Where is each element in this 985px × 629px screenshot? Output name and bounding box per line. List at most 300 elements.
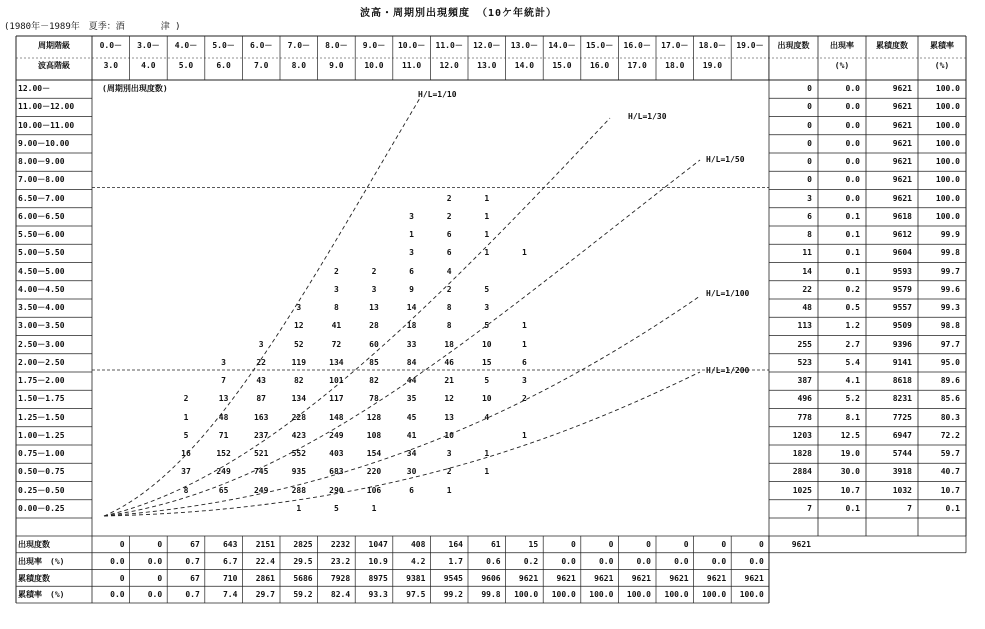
bottom-stat-cell: 0.0 [636, 556, 651, 566]
frequency-cell: 6 [446, 248, 452, 258]
right-stat-cell: 7725 [892, 412, 912, 422]
frequency-cell: 87 [256, 394, 266, 404]
bottom-stat-cell: 0 [119, 573, 125, 583]
right-stat-cell: 9621 [892, 138, 912, 148]
right-stat-cell: 100.0 [935, 120, 960, 130]
bottom-stat-cell: 100.0 [514, 590, 539, 600]
frequency-cell: 4 [446, 266, 452, 276]
frequency-cell: 48 [218, 412, 229, 422]
right-stat-cell: 9604 [892, 248, 912, 258]
height-class-label: 9.00－10.00 [18, 138, 70, 148]
frequency-cell: 78 [369, 394, 379, 404]
frequency-cell: 72 [331, 339, 342, 349]
frequency-cell: 82 [369, 376, 379, 385]
bottom-stat-cell: 61 [490, 540, 501, 549]
period-class-end: 4.0 [141, 61, 156, 70]
frequency-cell: 249 [216, 467, 231, 477]
frequency-cell: 3 [409, 248, 414, 258]
bottom-stat-cell: 2825 [293, 540, 313, 549]
curve-label: H/L=1/30 [628, 112, 667, 121]
frequency-cell: 1 [521, 430, 527, 440]
frequency-cell: 13 [444, 412, 454, 422]
right-stat-cell: 4.1 [845, 376, 860, 385]
right-stat-cell: 12.5 [840, 430, 860, 440]
right-stat-cell: 0.1 [945, 503, 960, 513]
frequency-cell: 552 [291, 449, 307, 458]
frequency-cell: 134 [291, 394, 307, 404]
bottom-stat-cell: 9621 [631, 573, 651, 583]
bottom-stat-cell: 0 [570, 540, 576, 549]
height-class-label: 0.75－1.00 [18, 449, 65, 458]
frequency-cell: 12 [444, 394, 454, 404]
height-class-label: 8.00－9.00 [18, 157, 65, 166]
bottom-row-label: 累積率 (%) [18, 590, 65, 600]
right-stat-cell: 95.0 [940, 357, 960, 367]
right-stat-cell: 9557 [892, 303, 912, 312]
bottom-stat-cell: 5686 [293, 573, 313, 583]
frequency-cell: 82 [293, 376, 304, 385]
bottom-stat-cell: 10.9 [368, 556, 388, 566]
bottom-stat-cell: 6.7 [222, 556, 238, 566]
frequency-cell: 6 [409, 266, 414, 276]
curve-label: H/L=1/100 [706, 289, 750, 298]
bottom-stat-cell: 15 [528, 540, 539, 549]
corner-period-label: 周期階級 [38, 41, 70, 50]
bottom-stat-cell: 0.0 [749, 556, 764, 566]
right-header-unit: (%) [934, 61, 950, 70]
bottom-stat-cell: 1.7 [448, 556, 463, 566]
right-stat-cell: 0 [807, 157, 812, 166]
right-stat-cell: 0.2 [845, 284, 860, 294]
bottom-stat-cell: 0.0 [711, 556, 727, 566]
frequency-cell: 228 [291, 412, 307, 422]
bottom-stat-cell: 93.3 [368, 590, 388, 600]
frequency-cell: 13 [218, 394, 229, 404]
frequency-cell: 1 [409, 230, 414, 239]
bottom-stat-cell: 4.2 [410, 556, 426, 566]
right-stat-cell: 5744 [892, 449, 912, 458]
right-stat-cell: 0 [807, 138, 812, 148]
period-class-start: 5.0－ [212, 41, 235, 50]
period-class-start: 7.0－ [287, 41, 311, 50]
frequency-cell: 101 [329, 376, 344, 385]
right-stat-cell: 1025 [792, 485, 812, 495]
bottom-stat-cell: 97.5 [406, 590, 426, 600]
bottom-stat-cell: 0.0 [598, 556, 614, 566]
bottom-stat-cell: 100.0 [664, 590, 689, 600]
period-class-start: 10.0－ [397, 41, 426, 50]
right-stat-cell: 0 [807, 102, 812, 112]
frequency-cell: 15 [481, 357, 492, 367]
frequency-cell: 21 [444, 376, 454, 385]
bottom-stat-cell: 100.0 [589, 590, 614, 600]
right-header-top: 累積度数 [876, 41, 908, 50]
period-class-end: 5.0 [178, 61, 194, 70]
bottom-stat-cell: 0.6 [486, 556, 501, 566]
frequency-cell: 6 [446, 230, 452, 239]
right-stat-cell: 255 [797, 339, 812, 349]
period-class-start: 4.0－ [174, 41, 198, 50]
bottom-stat-cell: 100.0 [702, 590, 727, 600]
frequency-cell: 9 [409, 284, 414, 294]
height-class-label: 2.50－3.00 [18, 339, 65, 349]
bottom-stat-cell: 2151 [255, 540, 275, 549]
period-class-start: 6.0－ [249, 41, 273, 50]
right-stat-cell: 778 [797, 412, 812, 422]
frequency-cell: 8 [446, 321, 452, 331]
right-stat-cell: 0.0 [845, 175, 860, 185]
right-stat-cell: 1.2 [845, 321, 860, 331]
frequency-cell: 2 [446, 467, 452, 477]
period-class-start: 14.0－ [548, 41, 576, 50]
right-stat-cell: 14 [802, 266, 812, 276]
corner-height-label: 波高階級 [38, 61, 70, 70]
frequency-cell: 10 [481, 339, 492, 349]
right-stat-cell: 9612 [892, 230, 912, 239]
bottom-stat-cell: 0.0 [147, 590, 163, 600]
bottom-stat-cell: 7.4 [222, 590, 238, 600]
right-header-top: 出現率 [830, 41, 854, 50]
bottom-stat-cell: 9381 [406, 573, 426, 583]
height-class-label: 1.75－2.00 [18, 376, 65, 385]
right-stat-cell: 5.4 [845, 357, 860, 367]
bottom-stat-cell: 164 [448, 540, 463, 549]
frequency-cell: 45 [406, 412, 417, 422]
frequency-cell: 1 [521, 321, 527, 331]
frequency-cell: 84 [406, 357, 417, 367]
right-stat-cell: 1203 [792, 430, 812, 440]
right-stat-cell: 0 [807, 84, 812, 93]
frequency-cell: 65 [218, 485, 229, 495]
right-stat-cell: 9621 [892, 193, 912, 203]
right-stat-cell: 99.7 [940, 266, 960, 276]
frequency-cell: 1 [521, 339, 527, 349]
frequency-cell: 1 [521, 248, 527, 258]
period-class-start: 12.0－ [473, 41, 501, 50]
right-stat-cell: 80.3 [940, 412, 960, 422]
right-stat-cell: 0.0 [845, 193, 860, 203]
right-stat-cell: 7 [907, 503, 912, 513]
bottom-stat-cell: 9621 [744, 573, 764, 583]
right-stat-cell: 9621 [892, 120, 912, 130]
height-class-label: 3.50－4.00 [18, 303, 65, 312]
height-class-label: 6.00－6.50 [18, 211, 65, 221]
bottom-stat-cell: 9621 [556, 573, 576, 583]
period-class-start: 19.0－ [736, 41, 764, 50]
right-stat-cell: 99.9 [940, 230, 960, 239]
right-stat-cell: 22 [802, 284, 812, 294]
frequency-cell: 423 [291, 430, 307, 440]
right-stat-cell: 48 [802, 303, 812, 312]
frequency-cell: 163 [253, 412, 269, 422]
curve-label: H/L=1/200 [706, 366, 750, 375]
period-class-end: 3.0 [103, 61, 119, 70]
height-class-label: 10.00－11.00 [18, 120, 75, 130]
bottom-stat-cell: 0 [608, 540, 614, 549]
right-stat-cell: 1032 [892, 485, 912, 495]
right-stat-cell: 9621 [892, 102, 912, 112]
right-stat-cell: 0.1 [845, 230, 860, 239]
right-stat-cell: 0 [807, 120, 812, 130]
frequency-cell: 106 [366, 485, 382, 495]
frequency-cell: 34 [406, 449, 417, 458]
height-class-label: 7.00－8.00 [18, 175, 65, 185]
frequency-cell: 52 [293, 339, 304, 349]
frequency-cell: 60 [369, 339, 379, 349]
right-header-top: 出現度数 [777, 41, 810, 50]
frequency-cell: 8 [446, 303, 452, 312]
frequency-cell: 10 [481, 394, 492, 404]
period-class-start: 13.0－ [510, 41, 539, 50]
bottom-stat-cell: 59.2 [293, 590, 313, 600]
frequency-cell: 71 [218, 430, 229, 440]
height-class-label: 3.00－3.50 [18, 321, 65, 331]
frequency-cell: 220 [366, 467, 382, 477]
height-class-label: 5.50－6.00 [18, 230, 65, 239]
bottom-stat-cell: 67 [190, 540, 200, 549]
period-class-end: 16.0 [589, 61, 610, 70]
period-class-end: 7.0 [253, 61, 269, 70]
period-class-end: 12.0 [439, 61, 459, 70]
frequency-cell: 1 [484, 193, 490, 203]
right-stat-cell: 100.0 [935, 175, 960, 185]
bottom-stat-cell: 0.0 [110, 556, 125, 566]
frequency-cell: 249 [329, 430, 344, 440]
right-stat-cell: 100.0 [935, 211, 960, 221]
frequency-cell: 117 [329, 394, 344, 404]
right-stat-cell: 10.7 [840, 485, 860, 495]
bottom-stat-cell: 9621 [518, 573, 539, 583]
height-class-label: 1.25－1.50 [18, 412, 65, 422]
frequency-cell: 3 [258, 339, 264, 349]
height-class-label: 1.00－1.25 [18, 430, 65, 440]
period-class-start: 11.0－ [435, 41, 463, 50]
bottom-stat-cell: 1047 [368, 540, 388, 549]
frequency-cell: 3 [296, 303, 302, 312]
bottom-stat-cell: 0.0 [674, 556, 689, 566]
bottom-stat-cell: 0 [721, 540, 727, 549]
right-stat-cell: 6947 [892, 430, 912, 440]
frequency-cell: 152 [216, 449, 231, 458]
frequency-cell: 13 [369, 303, 379, 312]
bottom-stat-cell: 0.0 [110, 590, 125, 600]
right-stat-cell: 97.7 [940, 339, 960, 349]
frequency-cell: 1 [484, 449, 490, 458]
height-class-label: 4.50－5.00 [18, 266, 65, 276]
bottom-stat-cell: 2861 [255, 573, 275, 583]
bottom-stat-cell: 100.0 [626, 590, 651, 600]
frequency-cell: 35 [406, 394, 417, 404]
right-stat-cell: 98.8 [940, 321, 960, 331]
bottom-stat-cell: 7928 [330, 573, 351, 583]
frequency-cell: 6 [409, 485, 414, 495]
right-stat-cell: 0.0 [845, 84, 860, 93]
right-stat-cell: 6 [807, 211, 812, 221]
bottom-stat-cell: 29.5 [293, 556, 313, 566]
frequency-cell: 85 [369, 357, 379, 367]
frequency-cell: 37 [181, 467, 191, 477]
bottom-stat-cell: 643 [222, 540, 238, 549]
frequency-cell: 3 [521, 376, 527, 385]
right-stat-cell: 8231 [892, 394, 912, 404]
right-stat-cell: 0.1 [845, 248, 860, 258]
right-stat-cell: 11 [802, 248, 812, 258]
right-stat-cell: 8618 [892, 376, 912, 385]
frequency-cell: 6 [521, 357, 527, 367]
frequency-cell: 46 [444, 357, 454, 367]
height-class-label: 11.00－12.00 [18, 102, 75, 112]
bottom-stat-cell: 0 [157, 573, 163, 583]
bottom-stat-cell: 2232 [330, 540, 351, 549]
right-stat-cell: 9618 [892, 211, 912, 221]
frequency-cell: 148 [329, 412, 344, 422]
frequency-cell: 683 [329, 467, 344, 477]
bottom-stat-cell: 99.2 [443, 590, 463, 600]
frequency-cell: 18 [406, 321, 417, 331]
height-class-label: 6.50－7.00 [18, 193, 65, 203]
frequency-cell: 134 [329, 357, 344, 367]
right-header-unit: (%) [834, 61, 850, 70]
height-class-label: 12.00－ [18, 84, 51, 93]
frequency-cell: 5 [484, 321, 490, 331]
right-stat-cell: 100.0 [935, 102, 960, 112]
right-stat-cell: 99.3 [940, 303, 960, 312]
height-class-label: 2.00－2.50 [18, 357, 65, 367]
frequency-cell: 18 [444, 339, 454, 349]
right-stat-cell: 9621 [892, 175, 912, 185]
frequency-cell: 288 [291, 485, 307, 495]
bottom-stat-cell: 0 [646, 540, 651, 549]
bottom-stat-cell: 0 [683, 540, 689, 549]
right-stat-cell: 0.0 [845, 157, 860, 166]
bottom-stat-cell: 0.0 [561, 556, 576, 566]
right-stat-cell: 9396 [892, 339, 912, 349]
period-class-end: 8.0 [291, 61, 307, 70]
frequency-cell: 3 [484, 303, 490, 312]
frequency-cell: 1 [446, 485, 452, 495]
right-stat-cell: 0.0 [845, 120, 860, 130]
period-class-end: 19.0 [702, 61, 723, 70]
right-stat-cell: 0.1 [845, 503, 860, 513]
right-stat-cell: 59.7 [940, 449, 960, 458]
bottom-stat-cell: 9621 [594, 573, 614, 583]
right-stat-cell: 10.7 [940, 485, 960, 495]
right-stat-cell: 100.0 [935, 157, 960, 166]
right-header-top: 累積率 [930, 41, 954, 50]
frequency-cell: 249 [253, 485, 269, 495]
height-class-label: 1.50－1.75 [18, 394, 65, 404]
frequency-cell: 5 [484, 376, 490, 385]
bottom-stat-cell: 82.4 [330, 590, 351, 600]
period-class-start: 9.0－ [362, 41, 386, 50]
period-class-end: 14.0 [514, 61, 535, 70]
curve-label: H/L=1/10 [418, 90, 457, 99]
right-stat-cell: 5.2 [845, 394, 860, 404]
right-stat-cell: 9621 [892, 84, 912, 93]
frequency-cell: 3 [333, 284, 339, 294]
right-stat-cell: 100.0 [935, 84, 960, 93]
frequency-cell: 1 [183, 412, 189, 422]
right-stat-cell: 99.6 [940, 284, 960, 294]
period-class-end: 9.0 [329, 61, 344, 70]
right-stat-cell: 2884 [792, 467, 812, 477]
frequency-cell: 14 [406, 303, 417, 312]
frequency-cell: 2 [371, 266, 377, 276]
frequency-cell: 1 [484, 211, 490, 221]
right-stat-cell: 0 [807, 175, 812, 185]
bottom-stat-cell: 100.0 [551, 590, 576, 600]
frequency-cell: 7 [221, 376, 226, 385]
frequency-cell: 44 [406, 376, 417, 385]
right-stat-cell: 3918 [892, 467, 912, 477]
bottom-stat-cell: 23.2 [330, 556, 351, 566]
right-stat-cell: 0.0 [845, 138, 860, 148]
right-stat-cell: 1828 [792, 449, 812, 458]
frequency-cell: 2 [446, 193, 452, 203]
period-class-end: 11.0 [401, 61, 422, 70]
frequency-cell: 3 [221, 357, 226, 367]
bottom-stat-cell: 9621 [706, 573, 727, 583]
bottom-stat-cell: 22.4 [255, 556, 275, 566]
bottom-stat-cell: 29.7 [255, 590, 275, 600]
right-stat-cell: 19.0 [840, 449, 860, 458]
right-stat-cell: 9593 [892, 266, 912, 276]
period-class-start: 15.0－ [585, 41, 614, 50]
bottom-stat-cell: 710 [222, 573, 238, 583]
period-class-start: 16.0－ [623, 41, 651, 50]
frequency-cell: 5 [183, 430, 189, 440]
frequency-cell: 403 [329, 449, 344, 458]
bottom-stat-cell: 0 [157, 540, 163, 549]
frequency-cell: 4 [484, 412, 490, 422]
frequency-cell: 28 [369, 321, 379, 331]
frequency-cell: 290 [329, 485, 344, 495]
frequency-cell: 745 [253, 467, 269, 477]
frequency-cell: 521 [253, 449, 269, 458]
right-stat-cell: 3 [807, 193, 812, 203]
frequency-cell: 1 [484, 230, 490, 239]
bottom-stat-cell: 0.0 [147, 556, 163, 566]
grand-total: 9621 [791, 540, 811, 549]
frequency-cell: 1 [296, 503, 302, 513]
period-class-start: 8.0－ [325, 41, 348, 50]
frequency-cell: 8 [183, 485, 189, 495]
right-stat-cell: 7 [807, 503, 812, 513]
bottom-row-label: 出現度数 [18, 540, 50, 549]
right-stat-cell: 113 [797, 321, 812, 331]
bottom-row-label: 累積度数 [18, 573, 50, 583]
bottom-stat-cell: 9545 [443, 573, 463, 583]
right-stat-cell: 0.5 [845, 303, 860, 312]
inner-label: (周期別出現度数) [102, 84, 168, 93]
frequency-cell: 30 [406, 467, 417, 477]
bottom-stat-cell: 0.7 [185, 556, 200, 566]
right-stat-cell: 99.8 [940, 248, 960, 258]
right-stat-cell: 0.1 [845, 266, 860, 276]
frequency-cell: 2 [333, 266, 339, 276]
bottom-stat-cell: 0.2 [523, 556, 539, 566]
right-stat-cell: 9579 [892, 284, 912, 294]
height-class-label: 0.25－0.50 [18, 485, 65, 495]
frequency-cell: 41 [331, 321, 342, 331]
frequency-cell: 22 [256, 357, 266, 367]
right-stat-cell: 2.7 [845, 339, 860, 349]
period-class-end: 13.0 [477, 61, 497, 70]
frequency-cell: 237 [253, 430, 269, 440]
bottom-stat-cell: 0 [758, 540, 764, 549]
frequency-cell: 119 [291, 357, 307, 367]
bottom-stat-cell: 0.7 [185, 590, 200, 600]
